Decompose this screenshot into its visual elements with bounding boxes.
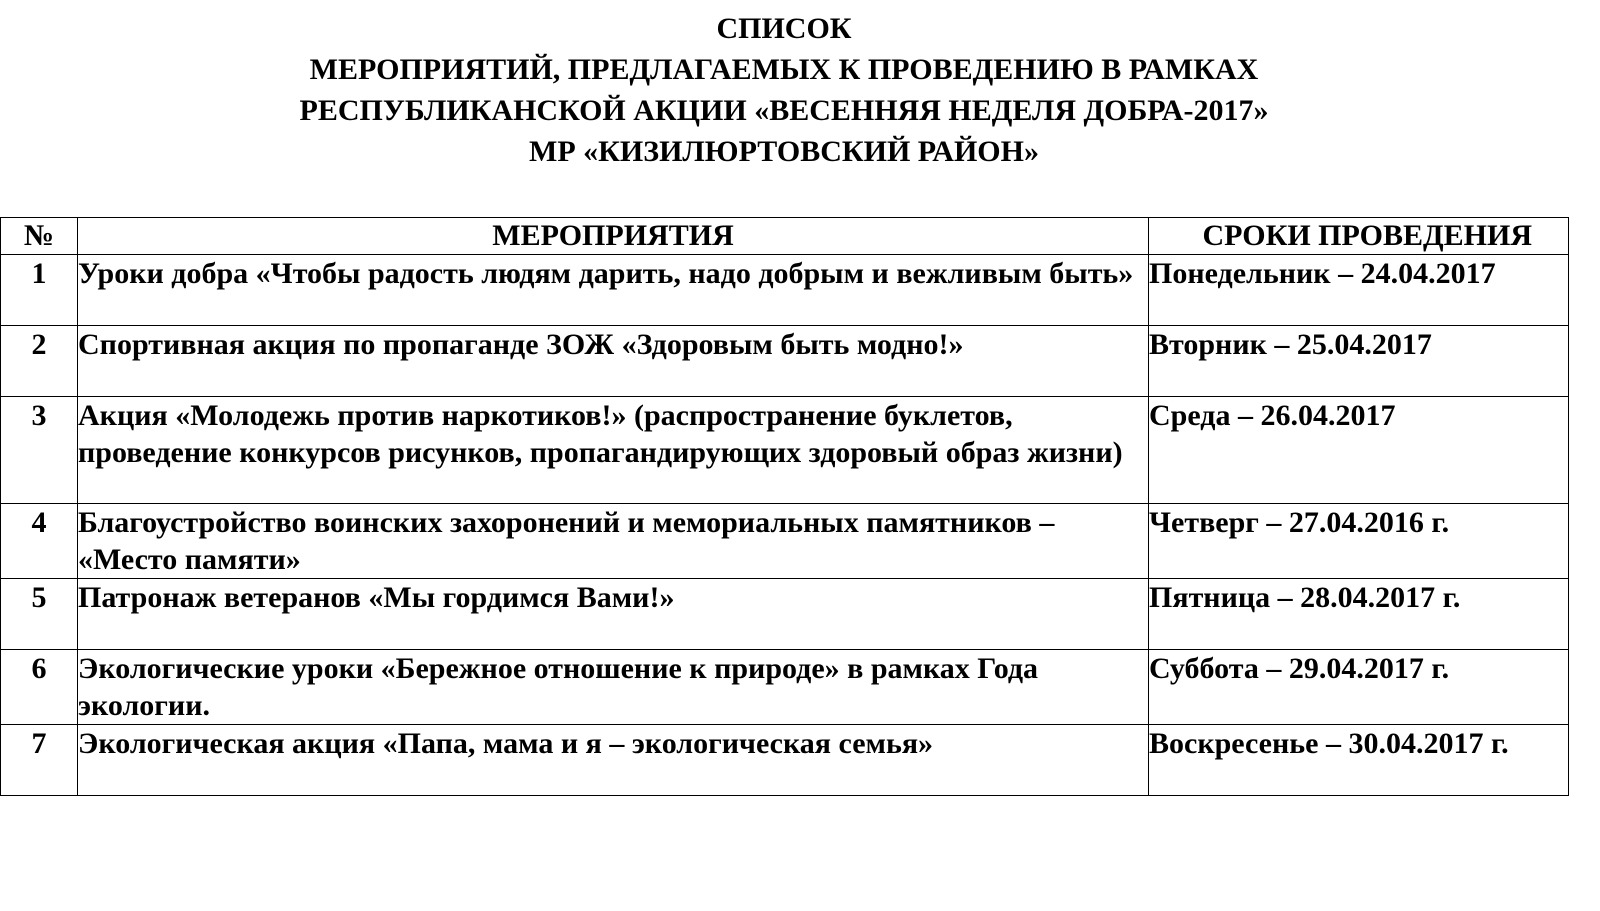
row-date: Понедельник – 24.04.2017 [1149,255,1569,326]
title-line-2: МЕРОПРИЯТИЙ, ПРЕДЛАГАЕМЫХ К ПРОВЕДЕНИЮ В РАМКАХ [309,53,1259,86]
row-number: 1 [1,255,78,326]
row-number: 4 [1,504,78,579]
row-event: Спортивная акция по пропаганде ЗОЖ «Здоровым быть модно!» [78,326,1149,397]
table-row [1,504,1569,579]
title-line-3: РЕСПУБЛИКАНСКОЙ АКЦИИ «ВЕСЕННЯЯ НЕДЕЛЯ ДОБРА-2017» [299,94,1269,127]
table-row [1,725,1569,796]
row-event: Экологическая акция «Папа, мама и я – экологическая семья» [78,725,1149,796]
row-number: 2 [1,326,78,397]
row-number: 3 [1,397,78,504]
row-event: Патронаж ветеранов «Мы гордимся Вами!» [78,579,1149,650]
header-events: МЕРОПРИЯТИЯ [78,218,1149,255]
table-row [1,397,1569,504]
row-number: 5 [1,579,78,650]
table-row [1,650,1569,725]
table-header-row [1,218,1569,255]
title-line-4: МР «КИЗИЛЮРТОВСКИЙ РАЙОН» [529,135,1039,168]
header-number: № [1,218,78,255]
row-event: Благоустройство воинских захоронений и мемориальных памятников – «Место памяти» [78,504,1149,579]
row-date: Суббота – 29.04.2017 г. [1149,650,1569,725]
events-table [0,217,1569,796]
document-title [0,8,1568,172]
header-dates: СРОКИ ПРОВЕДЕНИЯ [1149,218,1569,255]
row-event: Акция «Молодежь против наркотиков!» (распространение буклетов, проведение конкурсов рисунков, пропагандирующих здоровый образ жизни) [78,397,1149,504]
row-date: Воскресенье – 30.04.2017 г. [1149,725,1569,796]
row-date: Вторник – 25.04.2017 [1149,326,1569,397]
title-line-1: СПИСОК [716,12,852,45]
table-row [1,255,1569,326]
row-number: 6 [1,650,78,725]
row-date: Среда – 26.04.2017 [1149,397,1569,504]
row-date: Пятница – 28.04.2017 г. [1149,579,1569,650]
row-date: Четверг – 27.04.2016 г. [1149,504,1569,579]
table-row [1,579,1569,650]
row-number: 7 [1,725,78,796]
table-row [1,326,1569,397]
row-event: Экологические уроки «Бережное отношение к природе» в рамках Года экологии. [78,650,1149,725]
row-event: Уроки добра «Чтобы радость людям дарить, надо добрым и вежливым быть» [78,255,1149,326]
